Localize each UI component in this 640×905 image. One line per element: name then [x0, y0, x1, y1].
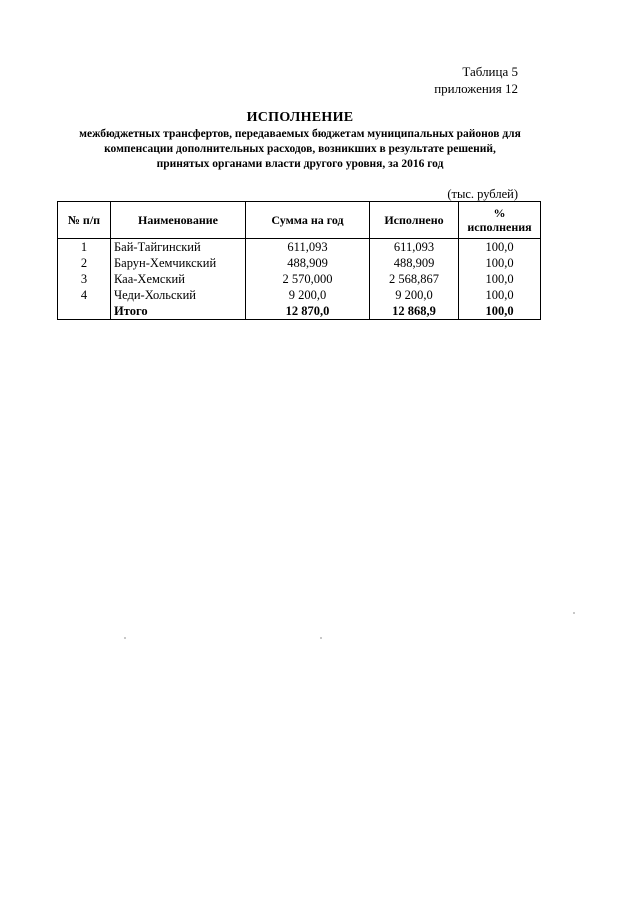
- row-annual-sum: 488,909: [246, 255, 370, 271]
- row-name: Чеди-Хольский: [111, 287, 246, 303]
- appendix-reference: приложения 12: [434, 81, 518, 96]
- row-executed: 611,093: [370, 239, 459, 256]
- header-name: Наименование: [111, 202, 246, 239]
- row-percent: 100,0: [459, 271, 541, 287]
- row-annual-sum: 2 570,000: [246, 271, 370, 287]
- transfers-table: [57, 201, 541, 320]
- table-total-row: [58, 303, 541, 320]
- scan-speck: [320, 637, 322, 639]
- row-percent: 100,0: [459, 287, 541, 303]
- table-row: [58, 271, 541, 287]
- table-row: [58, 255, 541, 271]
- row-number: 2: [58, 255, 111, 271]
- document-subtitle-line-3: принятых органами власти другого уровня, за 2016 год: [156, 158, 444, 170]
- table-reference: Таблица 5: [462, 64, 518, 79]
- table-header: [58, 202, 541, 239]
- header-percent-label: исполнения: [467, 220, 532, 234]
- header-executed: Исполнено: [370, 202, 459, 239]
- row-executed: 2 568,867: [370, 271, 459, 287]
- total-label: Итого: [111, 303, 246, 320]
- table-row: [58, 239, 541, 256]
- header-annual-sum: Сумма на год: [246, 202, 370, 239]
- row-percent: 100,0: [459, 239, 541, 256]
- row-name: Каа-Хемский: [111, 271, 246, 287]
- total-executed: 12 868,9: [370, 303, 459, 320]
- header-row: [58, 202, 541, 239]
- header-percent-sign: %: [493, 206, 506, 220]
- row-name: Бай-Тайгинский: [111, 239, 246, 256]
- row-name: Барун-Хемчикский: [111, 255, 246, 271]
- unit-note: (тыс. рублей): [447, 187, 518, 201]
- total-annual-sum: 12 870,0: [246, 303, 370, 320]
- header-number: № п/п: [58, 202, 111, 239]
- scan-speck: [124, 637, 126, 639]
- total-number: [58, 303, 111, 320]
- document-subtitle-line-2: компенсации дополнительных расходов, возникших в результате решений,: [104, 143, 496, 155]
- scan-speck: [573, 612, 575, 614]
- header-percent: [459, 202, 541, 239]
- row-percent: 100,0: [459, 255, 541, 271]
- total-percent: 100,0: [459, 303, 541, 320]
- row-number: 3: [58, 271, 111, 287]
- document-subtitle-line-1: межбюджетных трансфертов, передаваемых бюджетам муниципальных районов для: [79, 128, 521, 140]
- row-executed: 9 200,0: [370, 287, 459, 303]
- table-body: [58, 239, 541, 320]
- row-annual-sum: 9 200,0: [246, 287, 370, 303]
- row-number: 4: [58, 287, 111, 303]
- row-number: 1: [58, 239, 111, 256]
- document-title: ИСПОЛНЕНИЕ: [246, 110, 354, 125]
- table-row: [58, 287, 541, 303]
- row-annual-sum: 611,093: [246, 239, 370, 256]
- row-executed: 488,909: [370, 255, 459, 271]
